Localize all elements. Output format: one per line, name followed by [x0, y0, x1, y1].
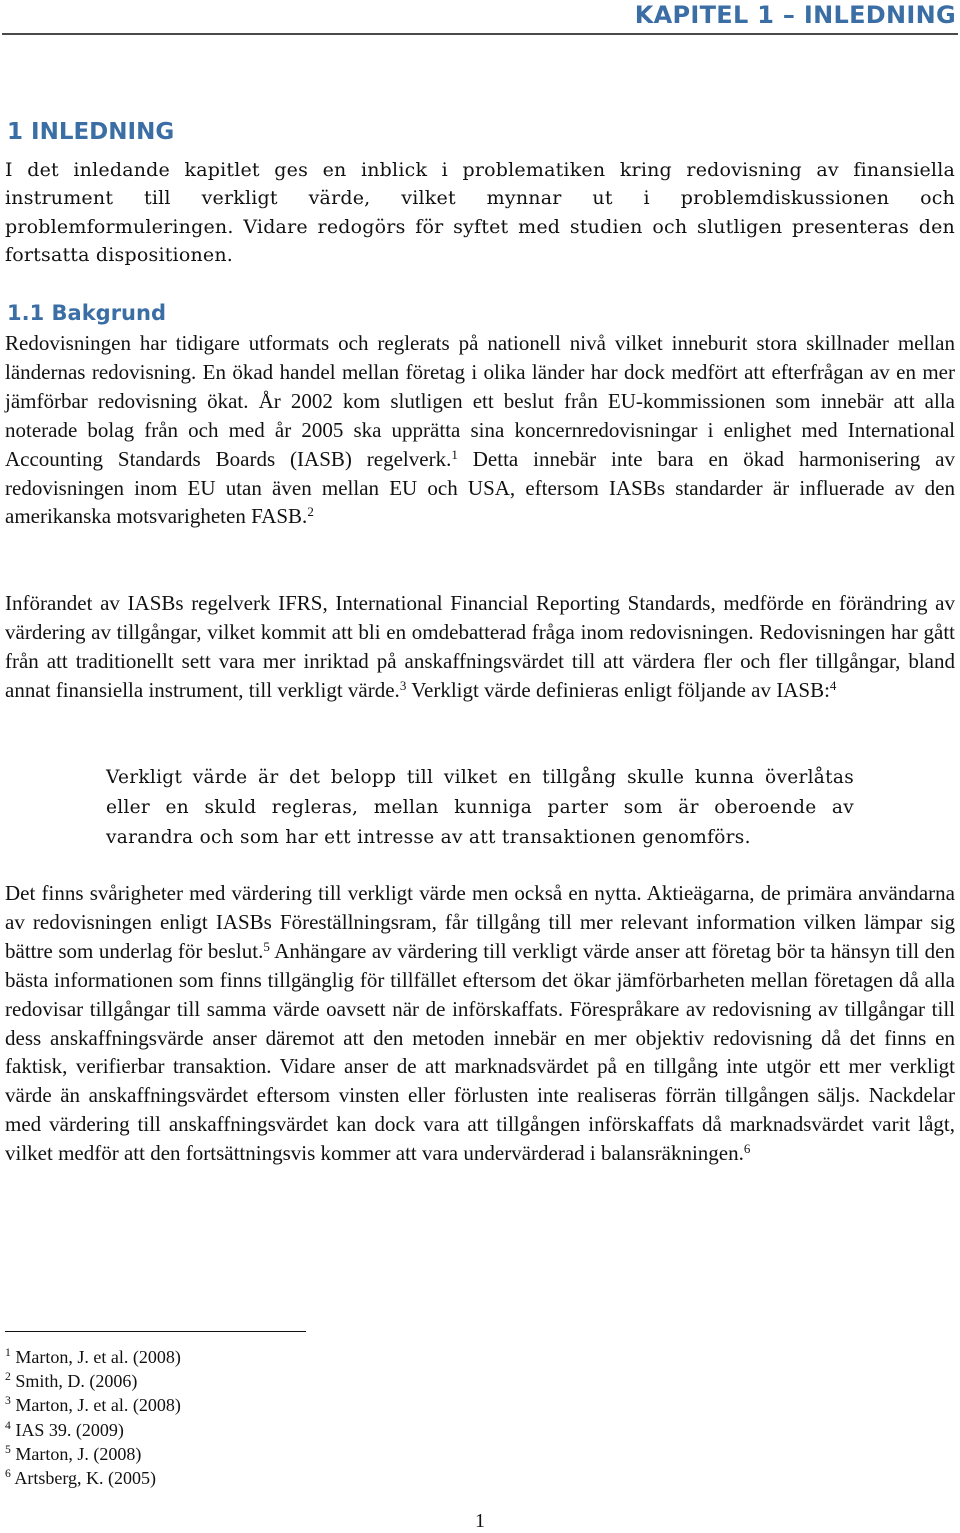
footnote-ref: 4	[829, 677, 837, 693]
footnote-text: IAS 39. (2009)	[15, 1419, 124, 1440]
paragraph-text: Det finns svårigheter med värdering till verkligt värde men också en nytta. Aktieägarna, de primära användarna av redovisningen enligt IASBs Föreställningsram, får tillgång till mer relevant information vilken lämpar sig bättre som underlag för beslut.	[5, 881, 955, 963]
footnote-number: 3	[5, 1394, 11, 1408]
footnotes-list	[5, 1345, 181, 1490]
background-paragraph-3	[5, 879, 955, 1168]
footnote-ref: 3	[399, 677, 407, 693]
footnote-separator	[5, 1331, 306, 1332]
background-paragraph-2	[5, 589, 955, 705]
footnote-ref: 6	[743, 1141, 751, 1156]
footnote-number: 4	[5, 1418, 11, 1432]
paragraph-text: Redovisningen har tidigare utformats och reglerats på nationell nivå vilket inneburit stora skillnader mellan ländernas redovisning. En ökad handel mellan företag i olika länder har dock medfört att efterfrågan av en mer jämförbar redovisning ökat. År 2002 kom slutligen ett beslut från EU-kommissionen som innebär att alla noterade bolag från och med år 2005 ska upprätta sina koncernredovisningar i enlighet med International Accounting Standards Boards (IASB) regelverk.	[5, 331, 955, 471]
footnote-text: Smith, D. (2006)	[15, 1371, 138, 1392]
footnote-ref: 5	[263, 938, 270, 954]
footnote-number: 2	[5, 1370, 11, 1384]
chapter-heading: 1 INLEDNING	[7, 119, 175, 145]
footnote	[5, 1393, 181, 1417]
footnote-text: Artsberg, K. (2005)	[14, 1468, 157, 1489]
intro-paragraph: I det inledande kapitlet ges en inblick i problematiken kring redovisning av finansiella instrument till verkligt värde, vilket mynnar ut i problemdiskussionen och problemformuleringen. Vidare redogörs för syftet med studien och slutligen presenteras den fortsatta dispositionen.	[5, 159, 955, 266]
paragraph-text: Anhängare av värdering till verkligt värde anser att företag bör ta hänsyn till den bästa informationen som finns tillgänglig för tillfället eftersom det ökar jämförbarheten mellan företagen då alla redovisar tillgångar till samma värde oavsett när de införskaffats. Förespråkare av redovisning av tillgångar till dess anskaffningsvärde anser däremot att den metoden innebär en mer objektiv redovisning då det finns en faktisk, verifierbar transaktion. Vidare anser de att marknadsvärdet på en tillgång inte utgör ett mer verkligt värde än anskaffningsvärdet eftersom vinsten eller förlusten inte realiseras förrän tillgången säljs. Nackdelar med värdering till anskaffningsvärdet kan dock vara att tillgången införskaffats då marknadsvärdet varit lågt, vilket medför att den fortsättningsvis kommer att vara undervärderad i balansräkningen.	[5, 938, 955, 1166]
footnote-text: Marton, J. et al. (2008)	[15, 1395, 181, 1416]
footnote	[5, 1466, 181, 1490]
definition-quote: Verkligt värde är det belopp till vilket en tillgång skulle kunna överlåtas eller en skuld regleras, mellan kunniga parter som är oberoende av varandra och som har ett intresse av att transaktionen genomförs.	[106, 767, 854, 848]
footnote	[5, 1418, 181, 1442]
page-number: 1	[475, 1510, 485, 1532]
footnote-ref: 2	[307, 504, 314, 520]
footnote	[5, 1345, 181, 1369]
paragraph-text: Införandet av IASBs regelverk IFRS, International Financial Reporting Standards, medförde en förändring av värdering av tillgångar, vilket kommit att bli en omdebatterad fråga inom redovisningen. Redovisningen har gått från att traditionellt sett vara mer inriktad på anskaffningsvärdet till att värdera fler och fler tillgångar, bland annat finansiella instrument, till verkligt värde.	[5, 591, 955, 702]
footnote-text: Marton, J. (2008)	[15, 1443, 142, 1464]
footnote-number: 5	[5, 1442, 11, 1456]
background-paragraph-1	[5, 329, 955, 531]
section-heading: 1.1 Bakgrund	[7, 301, 166, 325]
paragraph-text: Detta innebär inte bara en ökad harmonisering av redovisningen inom EU utan även mellan EU och USA, eftersom IASBs standarder är influerade av den amerikanska motsvarigheten FASB.	[5, 446, 956, 529]
footnote-number: 6	[5, 1467, 11, 1480]
footnote-text: Marton, J. et al. (2008)	[15, 1347, 181, 1367]
footnote-number: 1	[5, 1345, 11, 1359]
footnote	[5, 1369, 181, 1393]
footnote	[5, 1442, 181, 1466]
header-rule	[2, 33, 958, 35]
running-header: KAPITEL 1 – INLEDNING	[634, 1, 956, 29]
paragraph-text: Verkligt värde definieras enligt följande av IASB:	[406, 677, 830, 702]
footnote-ref: 1	[451, 446, 458, 462]
